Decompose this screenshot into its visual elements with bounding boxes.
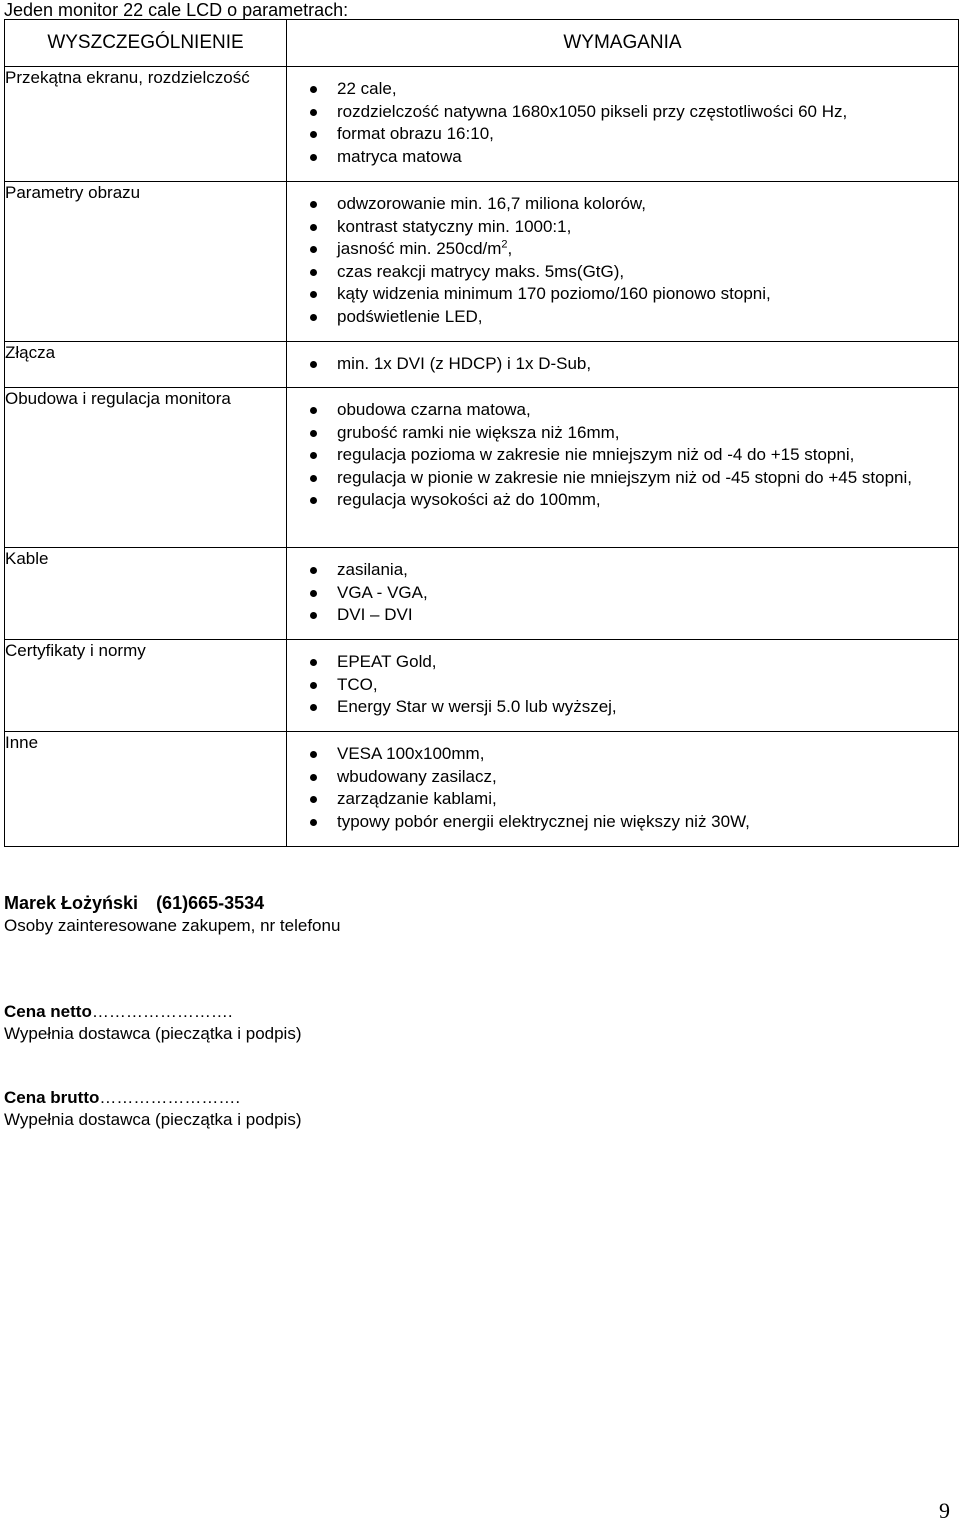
requirements-list [287, 182, 958, 338]
list-item: wbudowany zasilacz, [337, 766, 950, 789]
requirements-list [287, 67, 958, 178]
list-item: regulacja pozioma w zakresie nie mniejszym niż od -4 do +15 stopni, [337, 444, 950, 467]
price-net-dots: ……………………. [91, 1002, 233, 1021]
list-item: VGA - VGA, [337, 582, 950, 605]
requirements-list [287, 388, 958, 522]
list-item: kontrast statyczny min. 1000:1, [337, 216, 950, 239]
row-requirements [287, 388, 959, 548]
price-net-label: Cena netto [4, 1002, 92, 1021]
table-row [5, 732, 959, 847]
brightness-suffix: , [507, 239, 513, 258]
header-specification: WYSZCZEGÓLNIENIE [5, 20, 287, 67]
table-row [5, 342, 959, 388]
list-item: podświetlenie LED, [337, 306, 950, 329]
list-item: 22 cale, [337, 78, 950, 101]
brightness-text: jasność min. 250cd/m [337, 239, 502, 258]
price-gross-dots: ……………………. [99, 1088, 241, 1107]
price-gross-note: Wypełnia dostawca (pieczątka i podpis) [4, 1110, 302, 1129]
price-net-note: Wypełnia dostawca (pieczątka i podpis) [4, 1024, 302, 1043]
list-item: EPEAT Gold, [337, 651, 950, 674]
contact-phone: (61)665-3534 [156, 893, 265, 913]
table-header-row [5, 20, 959, 67]
superscript: 2 [501, 238, 508, 251]
row-label: Certyfikaty i normy [5, 640, 287, 732]
list-item: TCO, [337, 674, 950, 697]
list-item: regulacja w pionie w zakresie nie mniejszym niż od -45 stopni do +45 stopni, [337, 467, 950, 490]
row-requirements [287, 67, 959, 182]
table-row [5, 548, 959, 640]
spec-table [4, 19, 959, 847]
list-item: rozdzielczość natywna 1680x1050 pikseli przy częstotliwości 60 Hz, [337, 101, 950, 124]
table-row [5, 388, 959, 548]
list-item: typowy pobór energii elektrycznej nie większy niż 30W, [337, 811, 950, 834]
list-item [337, 238, 950, 261]
price-gross [4, 1087, 240, 1109]
list-item: VESA 100x100mm, [337, 743, 950, 766]
list-item: odwzorowanie min. 16,7 miliona kolorów, [337, 193, 950, 216]
header-requirements: WYMAGANIA [287, 20, 959, 67]
page-number: 9 [939, 1498, 950, 1523]
row-label: Złącza [5, 342, 287, 388]
table-row [5, 182, 959, 342]
list-item: zasilania, [337, 559, 950, 582]
list-item: zarządzanie kablami, [337, 788, 950, 811]
list-item: czas reakcji matrycy maks. 5ms(GtG), [337, 261, 950, 284]
row-label: Parametry obrazu [5, 182, 287, 342]
list-item: format obrazu 16:10, [337, 123, 950, 146]
intro-line: Jeden monitor 22 cale LCD o parametrach: [4, 0, 349, 20]
row-requirements [287, 548, 959, 640]
table-row [5, 67, 959, 182]
contact-note: Osoby zainteresowane zakupem, nr telefonu [4, 916, 341, 935]
table-row [5, 640, 959, 732]
row-requirements [287, 732, 959, 847]
requirements-list [287, 732, 958, 843]
list-item: kąty widzenia minimum 170 poziomo/160 pionowo stopni, [337, 283, 950, 306]
row-requirements [287, 182, 959, 342]
list-item: min. 1x DVI (z HDCP) i 1x D-Sub, [337, 353, 950, 376]
contact-name: Marek Łożyński [4, 893, 139, 913]
price-gross-label: Cena brutto [4, 1088, 100, 1107]
row-label: Przekątna ekranu, rozdzielczość [5, 67, 287, 182]
requirements-list [287, 548, 958, 637]
row-requirements [287, 640, 959, 732]
list-item: obudowa czarna matowa, [337, 399, 950, 422]
row-label: Obudowa i regulacja monitora [5, 388, 287, 548]
list-item: grubość ramki nie większa niż 16mm, [337, 422, 950, 445]
row-label: Inne [5, 732, 287, 847]
list-item: DVI – DVI [337, 604, 950, 627]
price-net [4, 1001, 233, 1023]
requirements-list [287, 640, 958, 729]
requirements-list [287, 342, 958, 386]
row-requirements [287, 342, 959, 388]
list-item: Energy Star w wersji 5.0 lub wyższej, [337, 696, 950, 719]
row-label: Kable [5, 548, 287, 640]
contact-person [4, 892, 264, 914]
list-item: matryca matowa [337, 146, 950, 169]
list-item: regulacja wysokości aż do 100mm, [337, 489, 950, 512]
